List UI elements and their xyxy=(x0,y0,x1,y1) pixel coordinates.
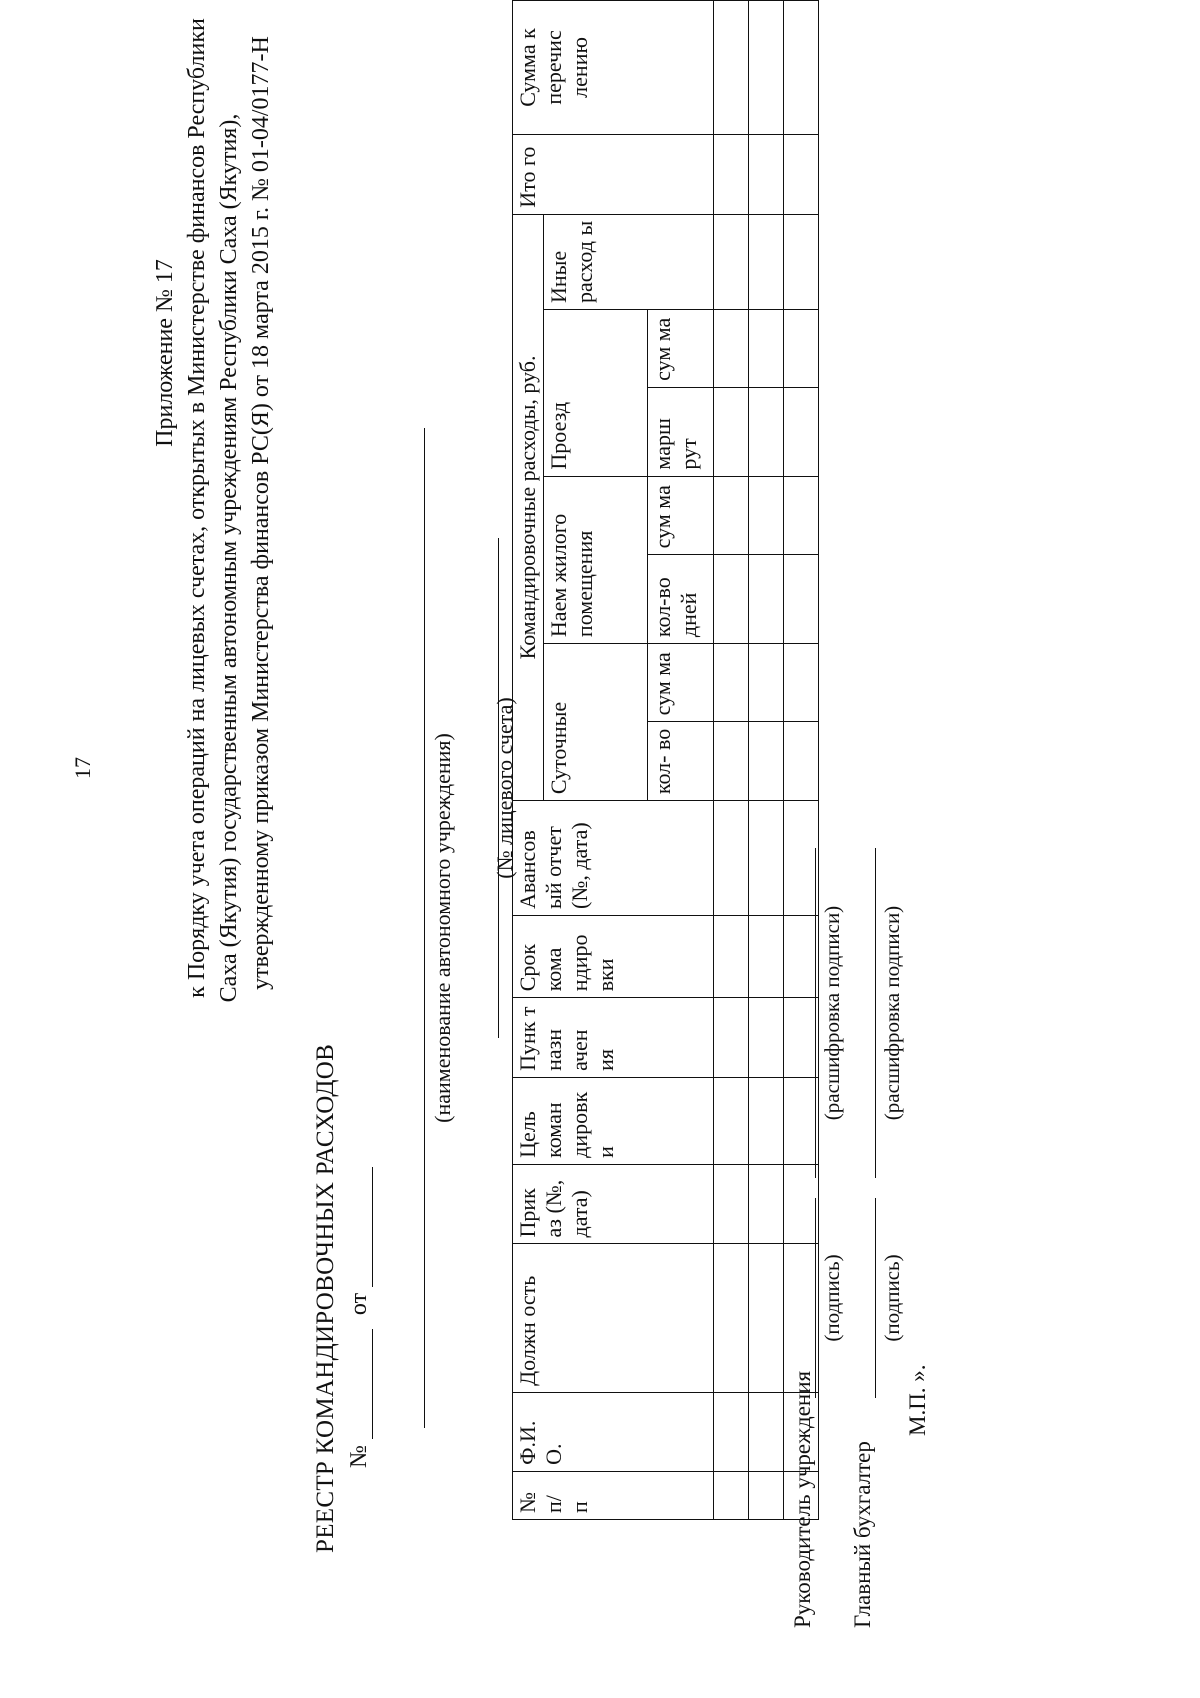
group-expenses-header: Командировочные расходы, руб. xyxy=(513,214,544,800)
accountant-signature-field[interactable] xyxy=(875,1198,876,1398)
table-cell[interactable] xyxy=(749,310,784,388)
table-cell[interactable] xyxy=(749,1077,784,1164)
table-row xyxy=(749,1,784,1520)
table-cell[interactable] xyxy=(749,998,784,1078)
table-row xyxy=(714,1,749,1520)
col-term-header: Срок кома ндиро вки xyxy=(513,915,714,997)
table-cell[interactable] xyxy=(714,214,749,309)
sub-travel-header: Проезд xyxy=(544,310,648,477)
table-cell[interactable] xyxy=(749,214,784,309)
accountant-signature-caption: (подпись) xyxy=(880,1254,904,1342)
table-cell[interactable] xyxy=(784,1164,819,1244)
table-cell[interactable] xyxy=(749,801,784,916)
table-cell[interactable] xyxy=(784,1,819,135)
head-signature-field[interactable] xyxy=(815,1198,816,1398)
table-cell[interactable] xyxy=(749,1244,784,1392)
col-fio-header: Ф.И. О. xyxy=(513,1392,714,1471)
number-label: № xyxy=(346,1445,372,1468)
org-name-caption: (наименование автономного учреждения) xyxy=(430,733,455,1123)
col-no-header: № п/ п xyxy=(513,1471,714,1519)
appendix-line-2: к Порядку учета операций на лицевых счетах, открытых в Министерстве финансов Республики xyxy=(184,18,210,998)
table-cell[interactable] xyxy=(749,387,784,476)
sub-daily-header: Суточные xyxy=(544,644,648,801)
head-decoding-caption: (расшифровка подписи) xyxy=(820,905,844,1121)
col-position-header: Должн ость xyxy=(513,1244,714,1392)
table-cell[interactable] xyxy=(749,134,784,214)
table-cell[interactable] xyxy=(714,555,749,644)
table-cell[interactable] xyxy=(749,915,784,997)
table-cell[interactable] xyxy=(749,555,784,644)
col-destination-header: Пунк т назн ачен ия xyxy=(513,998,714,1078)
table-cell[interactable] xyxy=(749,722,784,801)
table-cell[interactable] xyxy=(784,214,819,309)
col-total-header: Ито го xyxy=(513,134,714,214)
number-date-line xyxy=(346,1167,373,1468)
table-cell[interactable] xyxy=(784,1077,819,1164)
date-field[interactable] xyxy=(346,1167,373,1287)
table-cell[interactable] xyxy=(749,1392,784,1471)
table-cell[interactable] xyxy=(714,476,749,555)
table-cell[interactable] xyxy=(714,310,749,388)
accountant-decoding-caption: (расшифровка подписи) xyxy=(880,905,904,1121)
table-cell[interactable] xyxy=(749,1164,784,1244)
table-cell[interactable] xyxy=(714,1077,749,1164)
housing-days-header: кол-во дней xyxy=(648,555,714,644)
head-label: Руководитель учреждения xyxy=(790,1370,815,1628)
daily-sum-header: сум ма xyxy=(648,644,714,722)
head-signature-caption: (подпись) xyxy=(820,1254,844,1342)
housing-sum-header: сум ма xyxy=(648,476,714,555)
account-number-caption: (№ лицевого счета) xyxy=(492,697,517,879)
table-cell[interactable] xyxy=(714,1164,749,1244)
table-cell[interactable] xyxy=(749,644,784,722)
accountant-decoding-field[interactable] xyxy=(875,848,876,1178)
table-cell[interactable] xyxy=(784,555,819,644)
appendix-line-3: Саха (Якутия) государственным автономным учреждениям Республики Саха (Якутия), xyxy=(216,113,242,1003)
table-cell[interactable] xyxy=(714,1392,749,1471)
table-cell[interactable] xyxy=(749,1471,784,1519)
document-title: РЕЕСТР КОМАНДИРОВОЧНЫХ РАСХОДОВ xyxy=(312,1043,339,1553)
accountant-label: Главный бухгалтер xyxy=(850,1441,875,1628)
table-cell[interactable] xyxy=(784,310,819,388)
expense-registry-table xyxy=(512,0,819,1520)
sub-other-header: Иные расход ы xyxy=(544,214,714,309)
org-name-field[interactable] xyxy=(424,428,425,1428)
table-cell[interactable] xyxy=(784,722,819,801)
table-cell[interactable] xyxy=(714,915,749,997)
table-cell[interactable] xyxy=(714,1244,749,1392)
table-cell[interactable] xyxy=(749,476,784,555)
sub-housing-header: Наем жилого помещения xyxy=(544,476,648,644)
table-cell[interactable] xyxy=(784,134,819,214)
stamp-label: М.П. ». xyxy=(905,1364,930,1436)
table-cell[interactable] xyxy=(784,644,819,722)
number-field[interactable] xyxy=(346,1329,373,1439)
table-cell[interactable] xyxy=(784,801,819,916)
table-cell[interactable] xyxy=(784,387,819,476)
table-cell[interactable] xyxy=(714,1,749,135)
table-cell[interactable] xyxy=(784,915,819,997)
from-label: от xyxy=(346,1292,372,1316)
col-transfer-header: Сумма к перечис лению xyxy=(513,1,714,135)
table-cell[interactable] xyxy=(714,644,749,722)
table-row xyxy=(784,1,819,1520)
table-cell[interactable] xyxy=(784,476,819,555)
page-number: 17 xyxy=(70,757,95,779)
table-cell[interactable] xyxy=(714,387,749,476)
table-cell[interactable] xyxy=(714,134,749,214)
table-cell[interactable] xyxy=(749,1,784,135)
travel-sum-header: сум ма xyxy=(648,310,714,388)
daily-qty-header: кол- во xyxy=(648,722,714,801)
table-cell[interactable] xyxy=(714,1471,749,1519)
travel-route-header: марш рут xyxy=(648,387,714,476)
table-cell[interactable] xyxy=(714,801,749,916)
appendix-title: Приложение № 17 xyxy=(152,259,178,447)
table-cell[interactable] xyxy=(714,722,749,801)
table-cell[interactable] xyxy=(714,998,749,1078)
col-report-header: Авансов ый отчет (№, дата) xyxy=(513,801,714,916)
col-purpose-header: Цель коман дировк и xyxy=(513,1077,714,1164)
appendix-line-4: утвержденному приказом Министерства финансов РС(Я) от 18 марта 2015 г. № 01-04/0177-Н xyxy=(248,36,274,990)
col-order-header: Прик аз (№, дата) xyxy=(513,1164,714,1244)
table-cell[interactable] xyxy=(784,998,819,1078)
head-decoding-field[interactable] xyxy=(815,848,816,1178)
